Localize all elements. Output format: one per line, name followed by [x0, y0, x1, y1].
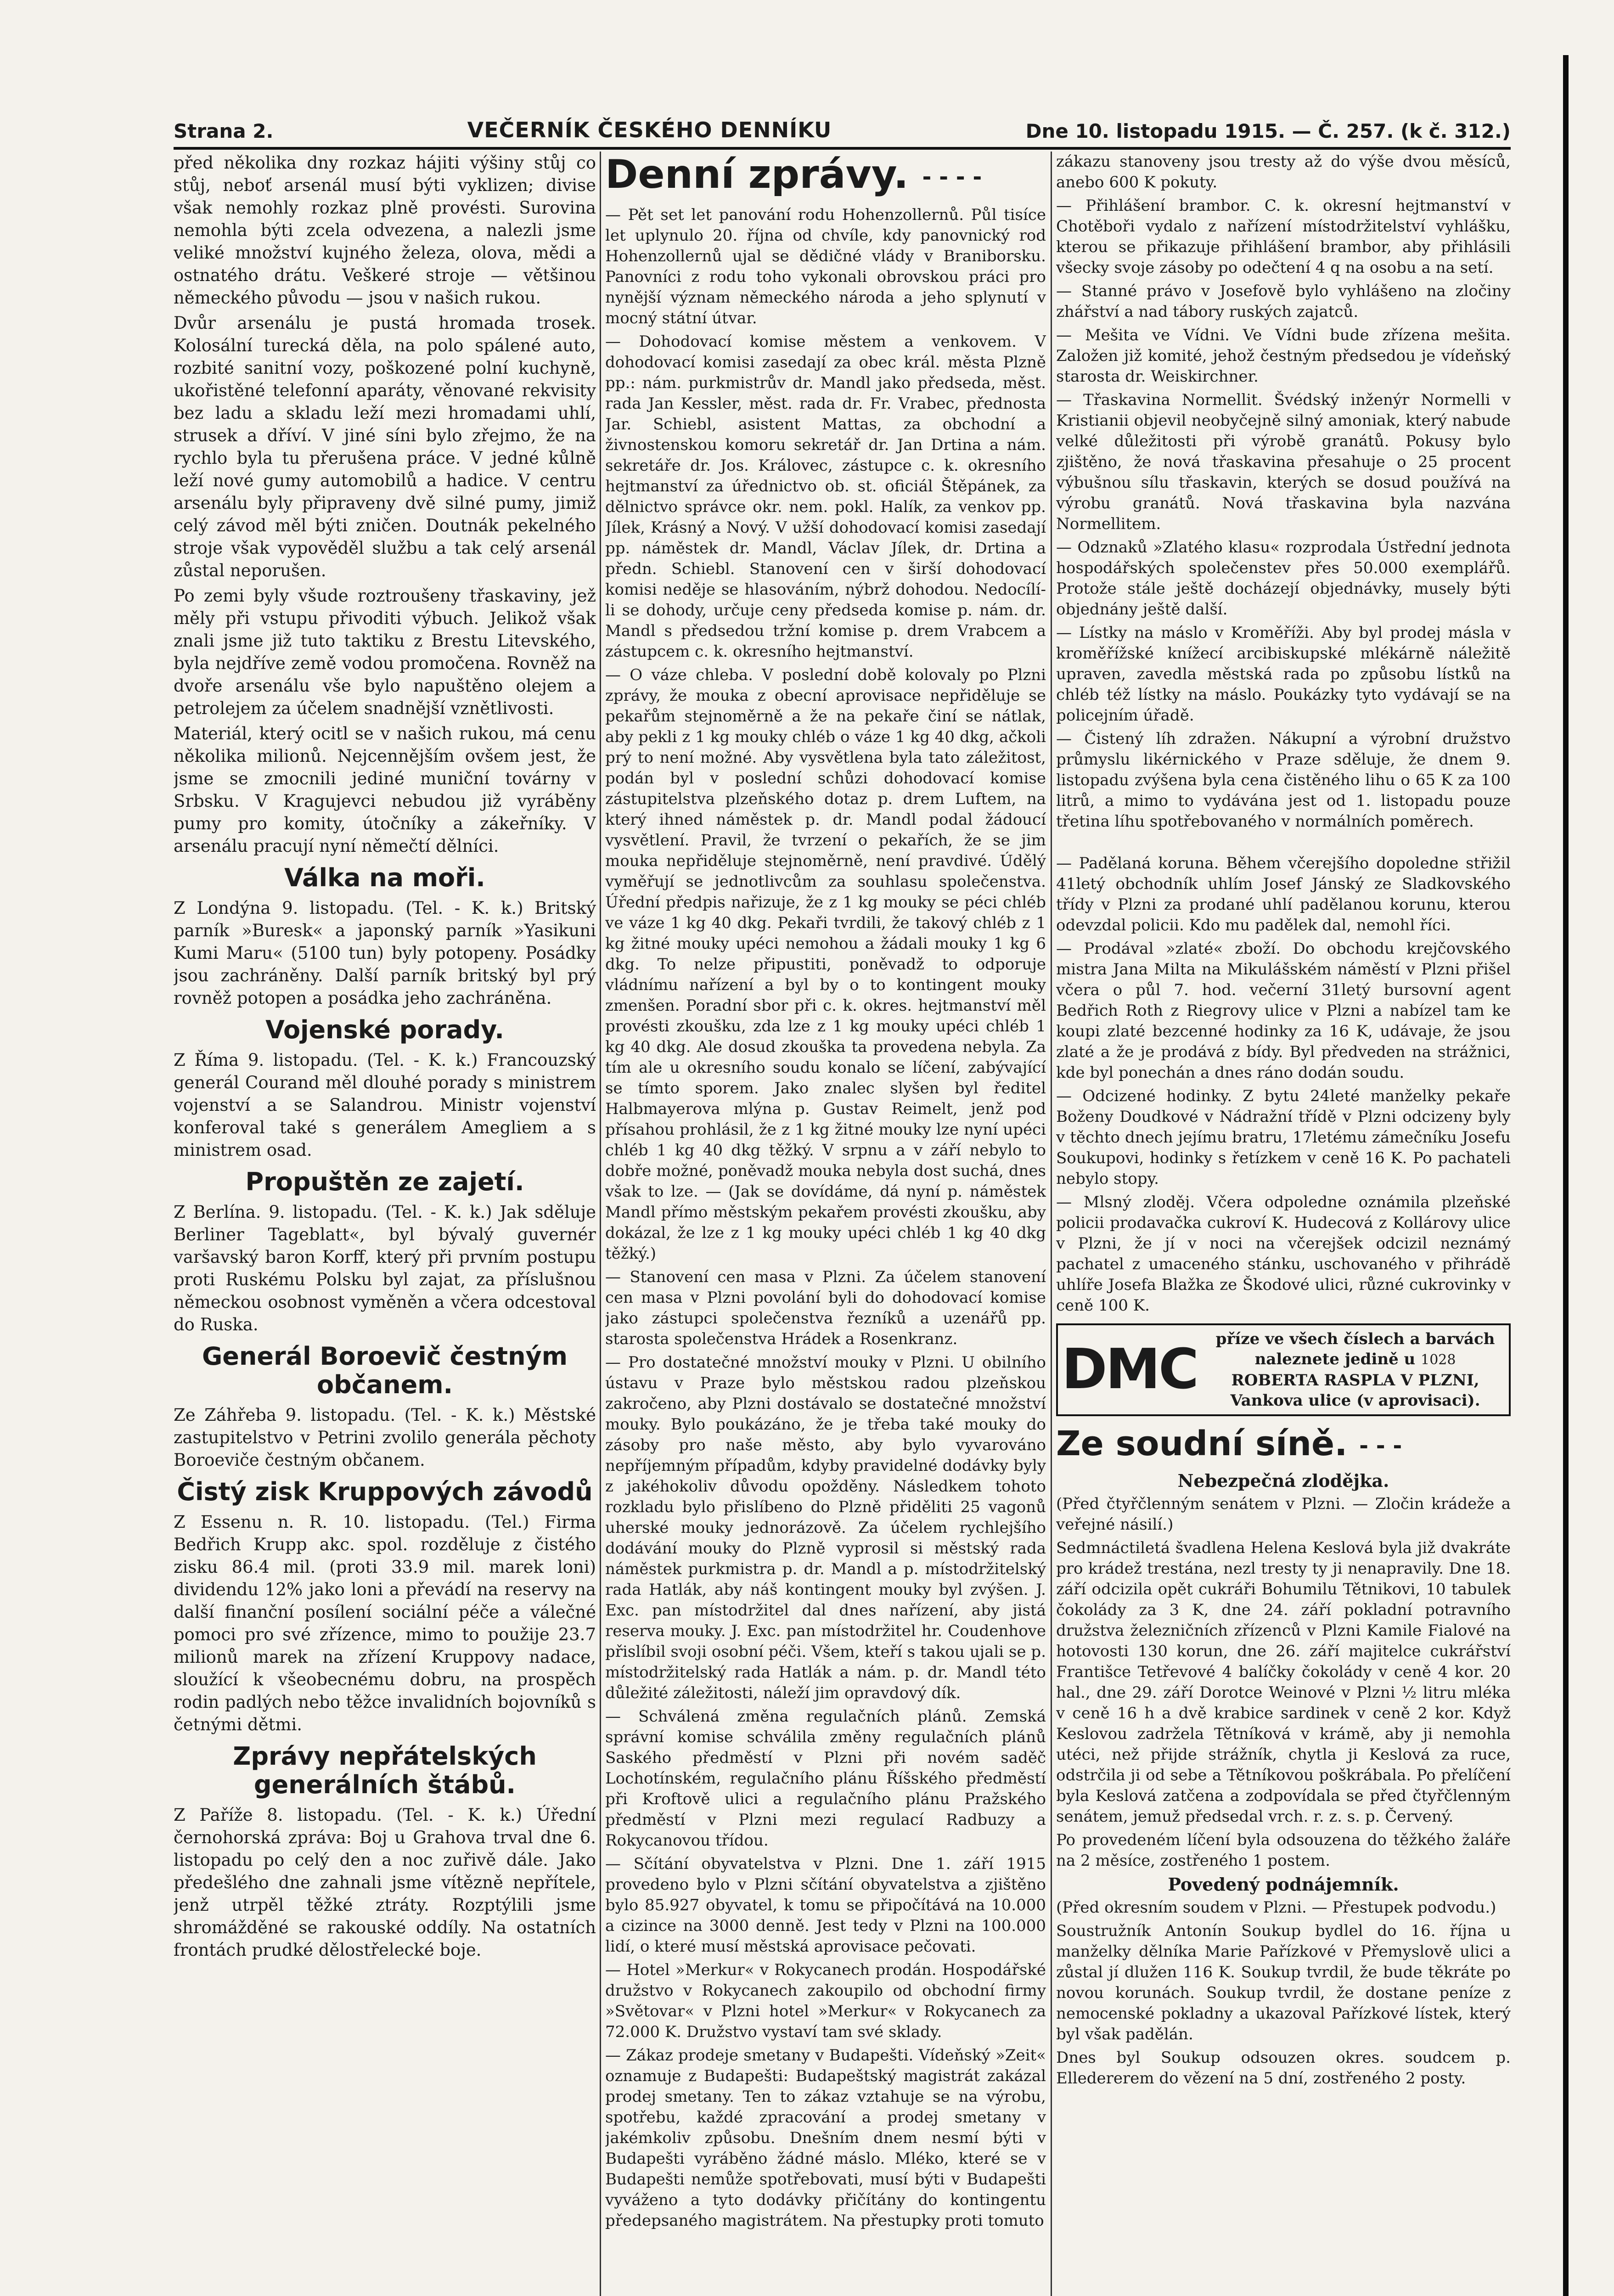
headline-zpravy: Zprávy nepřátelských generálních štábů.	[233, 1742, 537, 1799]
news-item: — Třaskavina Normellit. Švédský inženýr Normelli v Kristianii objevil neobyčejně silný amoniak, který nabude velké důležitosti při výrobě granátů. Pokusy bylo zjištěno, že nová třaskavina přesahuje o 25 procent výbušnou sílu třaskavin, kterých se dosud používá na výrobu granátů. Nová třaskavina byla nazvána Normellitem.	[1056, 391, 1511, 533]
ad-line: příze ve všech číslech a barvách	[1215, 1330, 1495, 1348]
news-item: — Dohodovací komise městem a venkovem. V dohodovací komisi zasedají za obec král. města Plzně pp.: nám. purkmistrův dr. Mandl jako předseda, měst. rada Jan Kessler, měst. rada dr. Fr. Vrabec, přednosta Jar. Schiebl, asistent Mattas, za obchodní a živnostenskou komoru sekretář dr. Jan Drtina a nám. sekretáře dr. Jos. Královec, zástupce c. k. okresního hejtmanství za úřednictvo ob. st. oficiál Štěpánek, za dělnictvo správce okr. nem. pokl. Halík, za venkov pp. Jílek, Krásný a Nový. V užší dohodovací komisi zasedají pp. náměstek dr. Mandl, Václav Jílek, dr. Drtina a předn. Schiebl. Stanovení cen v širší dohodovací komisi neděje se hlasováním, nýbrž dohodou. Nedocílí-li se dohody, určuje ceny předseda komise p. nám. dr. Mandl s předsedou tržní komise p. drem Vrabcem a zástupcem c. k. okresního hejtmanství.	[605, 332, 1046, 661]
page-number: Strana 2.	[174, 120, 274, 142]
column-1	[174, 152, 596, 2296]
article-paragraph: Z Londýna 9. listopadu. (Tel. - K. k.) Britský parník »Buresk« a japonský parník »Yasikuni Kumi Maru« (5100 tun) byly potopeny. Posádky jsou zachráněny. Další parník britský byl prý rovněž potopen a posádka jeho zachráněna.	[174, 898, 596, 1008]
news-item: — Sčítání obyvatelstva v Plzni. Dne 1. září 1915 provedeno bylo v Plzni sčítání obyvatelstva a zjištěno bylo 85.927 obyvatel, k tomu se připočítává na 10.000 a cizince na 3000 denně. Jest tedy v Plzni na 100.000 lidí, o které musí městská aprovisace pečovati.	[605, 1854, 1046, 1956]
news-item: — O váze chleba. V poslední době kolovaly po Plzni zprávy, že mouka z obecní aprovisace nepřiděluje se pekařům stejnoměrně a že na pekaře činí se nátlak, aby pekli z 1 kg mouky chléb o váze 1 kg 40 dkg, ačkoli prý to není možné. Aby vysvětlena byla tato záležitost, podán byl v poslední schůzi dohodovací komise zástupitelstva plzeňského dotaz p. drem Luftem, na který ihned náměstek p. dr. Mandl podal žádoucí vysvětlení. Pravil, že tvrzení o pekařích, že se jim mouka nepřiděluje stejnoměrně, není pravdivé. Údělý vyměřují se jednotlivcům za souhlasu společenstva. Úřední předpis nařizuje, že z 1 kg mouky se péci chléb ve váze 1 kg 40 dkg. Pekaři tvrdili, že takový chléb z 1 kg žitné mouky upéci nemohou a žádali mouky 1 kg 6 dkg. To nelze připustiti, poněvadž to odporuje vládnímu nařízení a byl by o to kontingent mouky zmenšen. Poradní sbor při c. k. okres. hejtmanství měl provésti zkoušku, zda lze z 1 kg mouky upéci chléb 1 kg 40 dkg. Ale dosud zkouška ta provedena nebyla. Za tím ale u okresního soudu konalo se líčení, zabývající se tímto sporem. Jako znalec slyšen byl ředitel Halbmayerova mlýna p. Gustav Reimelt, jenž pod přísahou prohlásil, že z 1 kg žitné mouky lze nyní upéci chléb 1 kg 40 dkg těžký. V srpnu a v září nebylo to dobře možné, poněvadž mouka nebyla dost suchá, dnes však to lze. — (Jak se dovídáme, dá nyní p. náměstek Mandl přímo městským pekařem provésti zkoušku, aby dokázal, že lze z 1 kg mouky upéci chléb 1 kg 40 dkg těžký.)	[605, 665, 1046, 1263]
headline-boroevic: Generál Boroevič čestným občanem.	[202, 1342, 568, 1399]
article-paragraph: Dvůr arsenálu je pustá hromada trosek. Kolosální turecká děla, na polo spálené auto, rozbité sanitní vozy, poškozené polní kuchyně, ukořistěné telefonní aparáty, věnované rekvisity bez ladu a skladu leží mezi hromadami uhlí, strusek a dříví. V jiné síni bylo zřejmo, že na rychlo byla tu přerušena práce. V jedné kůlně leží nové gumy automobilů a hadice. V centru arsenálu byly připraveny dvě silné pumy, jimiž celý závod měl býti zničen. Doutnák pekelného stroje však vypověděl službu a tak celý arsenál zůstal neporušen.	[174, 313, 596, 580]
article-paragraph: Z Berlína. 9. listopadu. (Tel. - K. k.) Jak sděluje Berliner Tageblatt«, byl bývalý guvernér varšavský baron Korff, který při prvním postupu proti Ruskému Polsku byl zajat, za příslušnou německou osobnost vyměněn a včera odcestoval do Ruska.	[174, 1202, 596, 1334]
section-title-soudni-sin	[1056, 1424, 1511, 1466]
column-2	[605, 152, 1046, 2296]
news-item: — Čistený líh zdražen. Nákupní a výrobní družstvo průmyslu likérnického v Praze sděluje, že dnem 9. listopadu zvýšena byla cena čistěného lihu o 65 K za 100 litrů, a mimo to vydávána jest od 1. listopadu pouze třetina líhu spotřebovaného v normálních poměrech.	[1056, 730, 1511, 831]
article-paragraph: před několika dny rozkaz hájiti výšiny stůj co stůj, neboť arsenál musí býti vyklizen; divise však nemohly rozkaz plně provésti. Surovina nemohla býti zcela odvezena, a nalezli jsme veliké množství kujného železa, olova, mědi a ostnatého drátu. Veškeré stroje — většinou německého původu — jsou v našich rukou.	[174, 153, 596, 308]
column-3	[1056, 152, 1511, 2296]
section-title-text: Ze soudní síně.	[1056, 1424, 1348, 1463]
news-item: — Stanovení cen masa v Plzni. Za účelem stanovení cen masa v Plzni povolání byli do dohodovací komise jako zástupci společenstva řezníků a uzenářů pp. starosta společenstva Hrádek a Rosenkranz.	[605, 1267, 1046, 1348]
news-item: Sedmnáctiletá švadlena Helena Keslová byla již dvakráte pro krádež trestána, nezl tresty ty ji nenapravily. Dne 18. září odcizila opět cukráři Bohumilu Tětnikovi, 10 tabulek čokolády za 3 K, dne 24. září pokladní potravního družstva železničních zřízenců v Plzni Kamile Fialové na hotovosti 130 korun, dne 26. září majitelce cukrářství Františce Tetřevové 4 balíčky čokolády v ceně 4 kor. 20 hal., dne 29. září Dorotce Weinové v Plzni ½ litru mléka v ceně 16 h a dvě krabice sardinek v ceně 2 kor. Když Keslovou zadržela Tětníková v krámě, aby ji nemohla utéci, než přijde strážník, chytla ji Keslová za ruce, odstrčila ji od sebe a Tětníkovou poškrábala. Po přelíčení byla Keslová zatčena a zodpovídala se před čtyřčlenným senátem, jemuž předsedal vrch. r. z. s. p. Červený.	[1056, 1539, 1511, 1826]
section-title-denni-zpravy	[605, 152, 1046, 200]
news-item: Soustružník Antonín Soukup bydlel do 16. října u manželky dělníka Marie Pařízkové v Přemyslově ulici a zůstal jí dlužen 116 K. Soukup tvrdil, že bude těkráte po novou korunách. Soukup tvrdil, že dostane peníze z nemocenské pokladny a ukazoval Pařízkové lístek, který byl však padělán.	[1056, 1922, 1511, 2044]
news-item: Dnes byl Soukup odsouzen okres. soudcem p. Elledererem do vězení na 5 dní, zostřeného 2 posty.	[1056, 2048, 1511, 2088]
title-decoration: - - -	[1359, 1433, 1402, 1459]
column-rule	[600, 152, 601, 2296]
title-decoration: - - - -	[922, 164, 982, 190]
headline-porady: Vojenské porady.	[265, 1015, 504, 1044]
news-item: — Odcizené hodinky. Z bytu 24leté manželky pekaře Boženy Doudkové v Nádražní třídě v Plzni odcizeny byly v těchto dnech jejímu bratru, 17letému zámečníku Josefu Soukupovi, hodinky s řetízkem v ceně 16 K. Po pachateli nebylo stopy.	[1056, 1087, 1511, 1188]
news-item: — Padělaná koruna. Během včerejšího dopoledne střižil 41letý obchodník uhlím Josef Jánský ze Sladkovského třídy v Plzni za prodané uhlí padělanou korunu, kterou odevzdal policii. Kdo mu padělek dal, nemohl říci.	[1056, 854, 1511, 934]
headline-krupp: Čistý zisk Kruppových závodů	[177, 1477, 593, 1506]
ad-line: ROBERTA RASPLA V PLZNI,	[1231, 1371, 1479, 1390]
news-item: — Stanné právo v Josefově bylo vyhlášeno na zločiny zhářství a nad tábory ruských zajatců.	[1056, 282, 1511, 321]
article-paragraph: Z Říma 9. listopadu. (Tel. - K. k.) Francouzský generál Courand měl dlouhé porady s ministrem vojenství a se Salandrou. Ministr vojenství konferoval také s generálem Amegliem a s ministrem osad.	[174, 1050, 596, 1160]
spacer	[1056, 835, 1511, 853]
news-item: (Před okresním soudem v Plzni. — Přestupek podvodu.)	[1056, 1898, 1496, 1917]
page-edge	[1563, 55, 1569, 2296]
advertisement-dmc	[1056, 1323, 1511, 1416]
news-item: — Přihlášení brambor. C. k. okresní hejtmanství v Chotěboři vydalo z nařízení místodržitelství vyhlášku, kterou se přikazuje přihlášení brambor, aby přihlásili všecky svoje zásoby po odečtení 4 q na osobu a na setí.	[1056, 197, 1511, 277]
article-paragraph: Ze Záhřeba 9. listopadu. (Tel. - K. k.) Městské zastupitelstvo v Petrini zvolilo generála pěchoty Boroeviče čestným občanem.	[174, 1405, 596, 1470]
page-header	[174, 110, 1511, 150]
news-item: — Pro dostatečné množství mouky v Plzni. U obilního ústavu v Praze bylo městskou radou plzeňskou zakročeno, aby Plzni dostávalo se dostatečné množství mouky. Bylo poukázáno, že je třeba také mouky do zásoby pro naše město, aby bylo vyvarováno nepříjemným případům, kdyby pravidelné dodávky byly z jakéhokoliv důvodu opožděny. Následkem tohoto rozkladu bylo přislíbeno do Plzně přiděliti 25 vagonů uherské mouky jednorázově. Za účelem rychlejšího dodávání mouky do Plzně vyprosil si městský rada náměstek purkmistra p. dr. Mandl a p. místodržitelský rada Hatlák, aby náš kontingent mouky byl zvýšen. J. Exc. pan místodržitel dal dnes nařízení, aby jistá reserva mouky. J. Exc. pan místodržitel hr. Coudenhove přislíbil svoji osobní péči. Všem, kteří s takou ujali se p. místodržitelský rada Hatlák a nám. p. dr. Mandl této důležité záležitosti, náleží jim opravdový dík.	[605, 1353, 1046, 1702]
ad-text	[1205, 1329, 1505, 1411]
issue-date: Dne 10. listopadu 1915. — Č. 257. (k č. 312.)	[1025, 120, 1511, 142]
news-item: — Odznaků »Zlatého klasu« rozprodala Ústřední jednota hospodářských společenstev přes 50.000 exemplářů. Protože stále ještě docházejí objednávky, musely býti objednány ještě další.	[1056, 538, 1511, 619]
article-paragraph: Z Essenu n. R. 10. listopadu. (Tel.) Firma Bedřich Krupp akc. spol. rozděluje z čistého zisku 86.4 mil. (proti 33.9 mil. marek loni) dividendu 12% jako loni a převádí na reservy na další finanční posílení sociální péče a válečné pomoci pro své zřízence, mimo to použije 23.7 milionů marek na zřízení Kruppovy nadace, sloužící k všeobecnému dobru, na prospěch rodin padlých nebo těžce invalidních bojovníků s četnými dětmi.	[174, 1512, 596, 1734]
article-paragraph: Materiál, který ocitl se v našich rukou, má cenu několika milionů. Nejcennějším ovšem jest, že jsme se zmocnili jediné muniční továrny v Srbsku. V Kragujevci nebudou již vyráběny pumy pro komity, útočníky a zákeřníky. V arsenálu pracují nyní němečtí dělníci.	[174, 724, 596, 856]
news-item: — Lístky na máslo v Kroměříži. Aby byl prodej másla v kroměřížské knížecí arcibiskupské mlékárně náležitě upraven, zavedla městská rada po způsobu lístků na chléb též lístky na máslo. Poukázky tyto vydávají se na policejním úřadě.	[1056, 624, 1511, 725]
masthead: VEČERNÍK ČESKÉHO DENNÍKU	[467, 118, 832, 142]
news-item: — Zákaz prodeje smetany v Budapešti. Vídeňský »Zeit« oznamuje z Budapešti: Budapeštský magistrát zakázal prodej smetany. Ten to zákaz vztahuje se na výrobu, spotřebu, každé zpracování a prodej smetany v jakémkoliv způsobu. Dnešním dnem nesmí býti v Budapešti vyráběno žádné máslo. Mléko, které se v Budapešti nemůže spotřebovati, musí býti v Budapešti vyváženo a tyto dodávky přičítány do kontingentu předepsaného magistrátem. Na přestupky proti tomuto	[605, 2046, 1046, 2230]
ad-line	[1205, 1349, 1505, 1370]
section-title-text: Denní zprávy.	[605, 152, 909, 197]
headline-valka: Válka na moři.	[284, 863, 485, 892]
column-rule	[1051, 152, 1052, 2296]
dmc-logo: DMC	[1062, 1338, 1198, 1401]
subheadline: Nebezpečná zlodějka.	[1177, 1470, 1389, 1491]
ad-line-text: naleznete jedině u	[1254, 1350, 1416, 1368]
news-item: (Před čtyřčlenným senátem v Plzni. — Zločin krádeže a veřejné násilí.)	[1056, 1495, 1511, 1534]
news-item: — Mlsný zloděj. Včera odpoledne oznámila plzeňské policii prodavačka cukroví K. Hudecová z Kollárovy ulice v Plzni, že jí v noci na včerejšek odcizil neznámý pachatel z umaceného stánku, uschovaného v přihrádě uhlíře Josefa Blažka ze Škodové ulici, různé cukrovinky v ceně 100 K.	[1056, 1193, 1511, 1315]
news-item: — Prodával »zlaté« zboží. Do obchodu krejčovského mistra Jana Milta na Mikulášském náměstí v Plzni přišel včera o půl 7. hod. večerní 31letý bursovní agent Bedřich Roth z Riegrovy ulice v Plzni a nabízel tam ke koupi zlaté bezcenné hodinky za 16 K, udávaje, že jsou zlaté a že je prodává z bídy. Byl předveden na strážnici, kde byl ponechán a dnes ráno dodán soudu.	[1056, 940, 1511, 1082]
subheadline: Povedený podnájemník.	[1168, 1874, 1399, 1895]
ad-line: Vankova ulice (v aprovisaci).	[1230, 1391, 1480, 1410]
news-item: Po provedeném líčení byla odsouzena do těžkého žaláře na 2 měsíce, zostřeného 1 postem.	[1056, 1831, 1511, 1870]
news-item: — Mešita ve Vídni. Ve Vídni bude zřízena mešita. Založen již komité, jehož čestným předsedou je vídeňský starosta dr. Weiskirchner.	[1056, 326, 1511, 386]
news-item: — Hotel »Merkur« v Rokycanech prodán. Hospodářské družstvo v Rokycanech zakoupilo od obchodní firmy »Světovar« v Plzni hotel »Merkur« v Rokycanech za 72.000 K. Družstvo vystaví tam své sklady.	[605, 1960, 1046, 2041]
news-item: — Pět set let panování rodu Hohenzollernů. Půl tisíce let uplynulo 20. října od chvíle, kdy panovnický rod Hohenzollernů ujal se dědičné vlády v Braniborsku. Panovníci z rodu toho vykonali obrovskou práci pro nynější význam německého národa a jeho splynutí v mocný státní útvar.	[605, 205, 1046, 327]
article-paragraph: Po zemi byly všude roztroušeny třaskaviny, jež měly při vstupu přivoditi výbuch. Jelikož však znali jsme již tuto taktiku z Brestu Litevského, byla nejdříve země vodou promočena. Rovněž na dvoře arsenálu vše bylo napuštěno olejem a petrolejem za účelem snadnější vznětlivosti.	[174, 586, 596, 718]
headline-zajeti: Propuštěn ze zajetí.	[245, 1167, 524, 1196]
news-item: — Schválená změna regulačních plánů. Zemská správní komise schválila změny regulačních plánů Saského předměstí v Plzni při novém saděč Lochotínském, regulačního plánu Říšského předměstí při Kroftově ulici a regulačního plánu Pražského předměstí v Plzni mezi regulací Radbuzy a Rokycanovou třídou.	[605, 1707, 1046, 1850]
article-paragraph: Z Paříže 8. listopadu. (Tel. - K. k.) Úřední černohorská zpráva: Boj u Grahova trval dne 6. listopadu po celý den a noc zuřivě dále. Jako předešlého dne zahnali jsme vítězně nepřítele, jenž utrpěl těžké ztráty. Rozptýlili jsme shromážděné se rakouské oddíly. Na ostatních frontách prudké dělostřelecké boje.	[174, 1805, 596, 1960]
ad-number: 1028	[1421, 1352, 1456, 1368]
news-item: zákazu stanoveny jsou tresty až do výše dvou měsíců, anebo 600 K pokuty.	[1056, 152, 1511, 191]
